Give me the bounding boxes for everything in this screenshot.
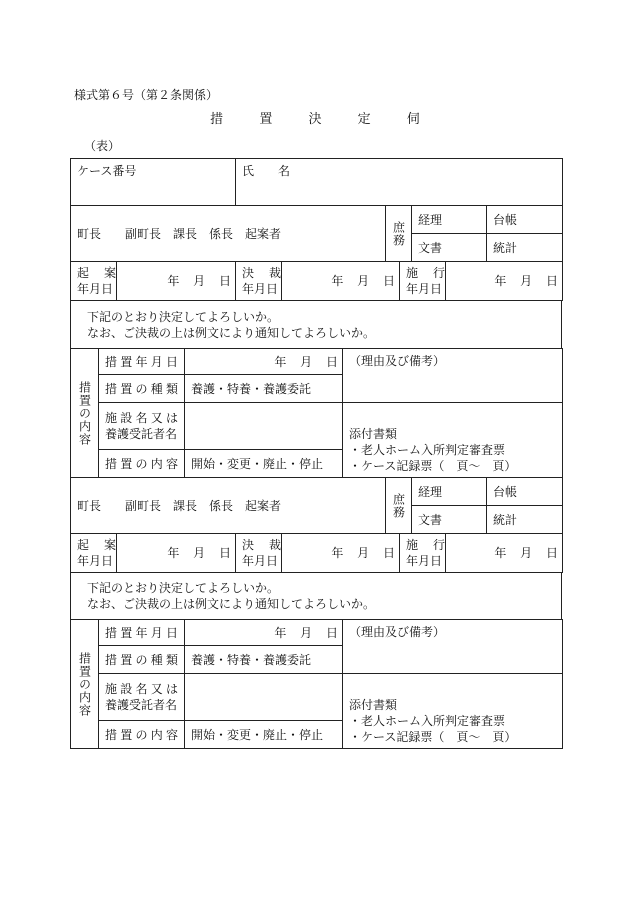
daicho-cell[interactable]: 台帳 bbox=[487, 206, 563, 234]
facility-value[interactable] bbox=[185, 674, 343, 721]
keiri-cell[interactable]: 経理 bbox=[412, 206, 487, 234]
request-text: 下記のとおり決定してよろしいか。 なお、ご決裁の上は例文により通知してよろしいか。 bbox=[71, 301, 562, 349]
shomu-label: 庶務 bbox=[386, 478, 412, 534]
reason-field[interactable]: （理由及び備考） bbox=[343, 620, 563, 674]
keiri-cell[interactable]: 経理 bbox=[412, 478, 487, 506]
daicho-cell[interactable]: 台帳 bbox=[487, 478, 563, 506]
case-number-field[interactable] bbox=[71, 159, 236, 206]
bunsho-cell[interactable]: 文書 bbox=[412, 506, 487, 534]
title-char: 措 bbox=[210, 112, 224, 127]
case-number-label: ケース番号 bbox=[77, 164, 137, 178]
measure-type-value[interactable]: 養護・特養・養護委託 bbox=[185, 375, 343, 403]
shiko-label: 施 行 年月日 bbox=[400, 262, 446, 301]
kessai-label: 決 裁 年月日 bbox=[236, 262, 282, 301]
kessai-date[interactable]: 年 月 日 bbox=[282, 262, 400, 301]
facility-value[interactable] bbox=[185, 403, 343, 450]
title-char: 定 bbox=[357, 112, 371, 127]
shiko-date[interactable]: 年 月 日 bbox=[446, 534, 563, 573]
shiko-date[interactable]: 年 月 日 bbox=[446, 262, 563, 301]
attachments: 添付書類 ・老人ホーム入所判定審査票 ・ケース記録票（ 頁～ 頁） bbox=[343, 403, 563, 478]
title-char: 決 bbox=[308, 112, 322, 127]
measures-side-label: 措置の内容 bbox=[71, 349, 99, 478]
attachments: 添付書類 ・老人ホーム入所判定審査票 ・ケース記録票（ 頁～ 頁） bbox=[343, 674, 563, 749]
measure-content-value[interactable]: 開始・変更・廃止・停止 bbox=[185, 721, 343, 749]
side-label: （表） bbox=[84, 139, 121, 153]
measures-side-label: 措置の内容 bbox=[71, 620, 99, 749]
request-block-2 bbox=[70, 572, 562, 620]
measure-content-label: 措置の内容 bbox=[99, 450, 185, 478]
measure-content-value[interactable]: 開始・変更・廃止・停止 bbox=[185, 450, 343, 478]
approval-block-2 bbox=[70, 477, 563, 534]
facility-label: 施設名又は 養護受託者名 bbox=[99, 403, 185, 450]
approval-block-1 bbox=[70, 205, 563, 262]
measure-date-value[interactable]: 年 月 日 bbox=[185, 620, 343, 646]
dates-row-2 bbox=[70, 533, 563, 573]
kian-date[interactable]: 年 月 日 bbox=[117, 262, 236, 301]
kessai-date[interactable]: 年 月 日 bbox=[282, 534, 400, 573]
shiko-label: 施 行 年月日 bbox=[400, 534, 446, 573]
kian-label: 起 案 年月日 bbox=[71, 534, 117, 573]
approvers-row: 町長 副町長 課長 係長 起案者 bbox=[71, 206, 386, 262]
bunsho-cell[interactable]: 文書 bbox=[412, 234, 487, 262]
request-text: 下記のとおり決定してよろしいか。 なお、ご決裁の上は例文により通知してよろしいか。 bbox=[71, 573, 562, 620]
kian-date[interactable]: 年 月 日 bbox=[117, 534, 236, 573]
name-label: 氏 名 bbox=[242, 164, 291, 178]
kian-label: 起 案 年月日 bbox=[71, 262, 117, 301]
tokei-cell[interactable]: 統計 bbox=[487, 506, 563, 534]
reason-field[interactable]: （理由及び備考） bbox=[343, 349, 563, 403]
measure-content-label: 措置の内容 bbox=[99, 721, 185, 749]
name-field[interactable] bbox=[236, 159, 563, 206]
title-char: 伺 bbox=[406, 112, 420, 127]
measure-type-value[interactable]: 養護・特養・養護委託 bbox=[185, 646, 343, 674]
measure-date-label: 措置年月日 bbox=[99, 349, 185, 375]
measure-date-label: 措置年月日 bbox=[99, 620, 185, 646]
request-block-1 bbox=[70, 300, 562, 349]
approvers-row: 町長 副町長 課長 係長 起案者 bbox=[71, 478, 386, 534]
case-header-table bbox=[70, 158, 563, 206]
measure-type-label: 措置の種類 bbox=[99, 375, 185, 403]
form-title bbox=[0, 108, 630, 127]
shomu-label: 庶務 bbox=[386, 206, 412, 262]
title-char: 置 bbox=[259, 112, 273, 127]
tokei-cell[interactable]: 統計 bbox=[487, 234, 563, 262]
measure-type-label: 措置の種類 bbox=[99, 646, 185, 674]
measures-table-1 bbox=[70, 348, 563, 478]
kessai-label: 決 裁 年月日 bbox=[236, 534, 282, 573]
facility-label: 施設名又は 養護受託者名 bbox=[99, 674, 185, 721]
dates-row-1 bbox=[70, 261, 563, 301]
measures-table-2 bbox=[70, 619, 563, 749]
measure-date-value[interactable]: 年 月 日 bbox=[185, 349, 343, 375]
form-number: 様式第６号（第２条関係） bbox=[74, 88, 219, 102]
